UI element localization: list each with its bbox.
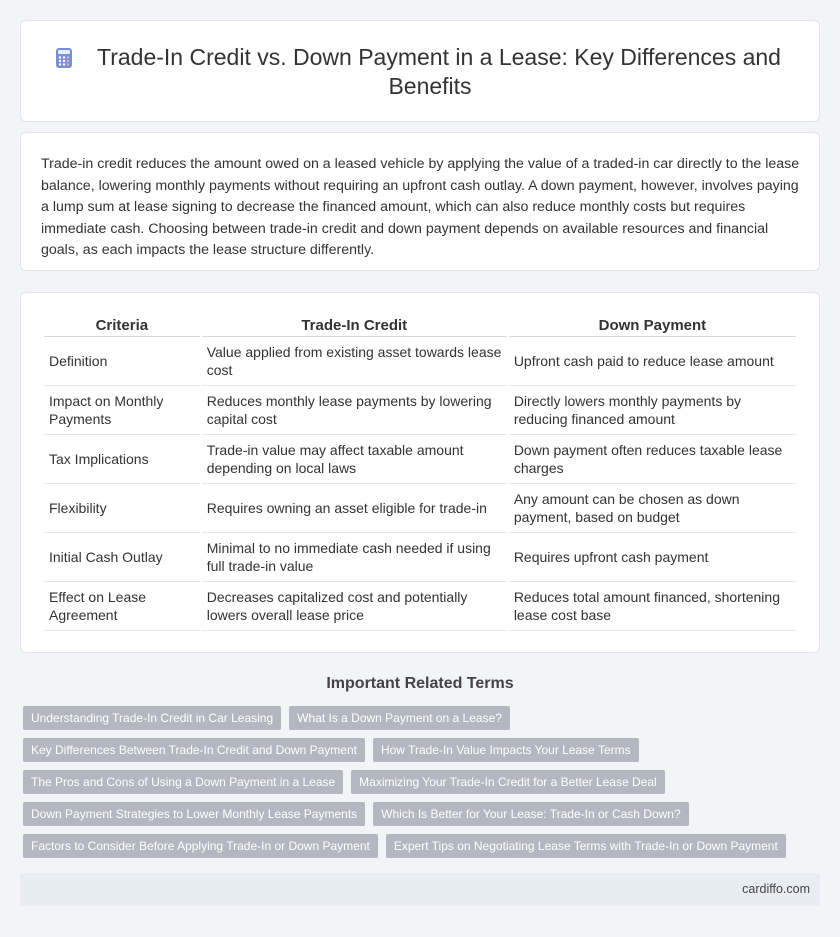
table-cell: Trade-in value may affect taxable amount depending on local laws [202,435,507,484]
tag-row [23,770,803,794]
table-cell: Effect on Lease Agreement [44,582,200,631]
table-row [44,582,796,631]
table-cell: Directly lowers monthly payments by reducing financed amount [509,386,796,435]
related-term-tag[interactable]: Maximizing Your Trade-In Credit for a Better Lease Deal [351,770,664,794]
page-title: Trade-In Credit vs. Down Payment in a Lease: Key Differences and Benefits [97,44,781,99]
table-row [44,533,796,582]
footer-site-link[interactable]: cardiffo.com [742,882,810,896]
table-cell: Impact on Monthly Payments [44,386,200,435]
related-term-tag[interactable]: How Trade-In Value Impacts Your Lease Terms [373,738,639,762]
table-row [44,386,796,435]
related-terms-list [23,706,803,866]
related-terms-title: Important Related Terms [326,675,514,692]
table-cell: Minimal to no immediate cash needed if using full trade-in value [202,533,507,582]
table-cell: Definition [44,337,200,386]
footer [20,873,820,906]
tag-row [23,706,803,730]
table-cell: Down payment often reduces taxable lease charges [509,435,796,484]
table-cell: Value applied from existing asset towards lease cost [202,337,507,386]
table-cell: Tax Implications [44,435,200,484]
comparison-table [42,316,798,631]
header-criteria: Criteria [44,316,200,337]
related-term-tag[interactable]: Expert Tips on Negotiating Lease Terms with Trade-In or Down Payment [386,834,786,858]
related-term-tag[interactable]: Key Differences Between Trade-In Credit and Down Payment [23,738,365,762]
summary-card [20,132,820,271]
tag-row [23,802,803,826]
summary-text: Trade-in credit reduces the amount owed on a leased vehicle by applying the value of a traded-in car directly to the lease balance, lowering monthly payments without requiring an upfront cash outlay. A down payment, however, involves paying a lump sum at lease signing to decrease the financed amount, which can also reduce monthly costs but requires immediate cash. Choosing between trade-in credit and down payment depends on available resources and financial goals, as each impacts the lease structure differently. [41,156,800,258]
table-cell: Reduces total amount financed, shortening lease cost base [509,582,796,631]
comparison-table-card [20,292,820,653]
header-down-payment: Down Payment [509,316,796,337]
table-cell: Requires upfront cash payment [509,533,796,582]
table-row [44,337,796,386]
related-term-tag[interactable]: Factors to Consider Before Applying Trade-In or Down Payment [23,834,378,858]
related-term-tag[interactable]: Which Is Better for Your Lease: Trade-In or Cash Down? [373,802,688,826]
related-term-tag[interactable]: Understanding Trade-In Credit in Car Leasing [23,706,281,730]
tag-row [23,834,803,858]
table-header-row [44,316,796,337]
table-row [44,484,796,533]
table-row [44,435,796,484]
table-cell: Decreases capitalized cost and potentially lowers overall lease price [202,582,507,631]
table-cell: Reduces monthly lease payments by lowering capital cost [202,386,507,435]
table-cell: Upfront cash paid to reduce lease amount [509,337,796,386]
related-term-tag[interactable]: Down Payment Strategies to Lower Monthly Lease Payments [23,802,365,826]
table-cell: Flexibility [44,484,200,533]
header-trade-in-credit: Trade-In Credit [202,316,507,337]
tag-row [23,738,803,762]
table-cell: Requires owning an asset eligible for trade-in [202,484,507,533]
header-card [20,20,820,122]
table-cell: Any amount can be chosen as down payment, based on budget [509,484,796,533]
related-term-tag[interactable]: The Pros and Cons of Using a Down Payment in a Lease [23,770,343,794]
related-term-tag[interactable]: What Is a Down Payment on a Lease? [289,706,510,730]
table-cell: Initial Cash Outlay [44,533,200,582]
